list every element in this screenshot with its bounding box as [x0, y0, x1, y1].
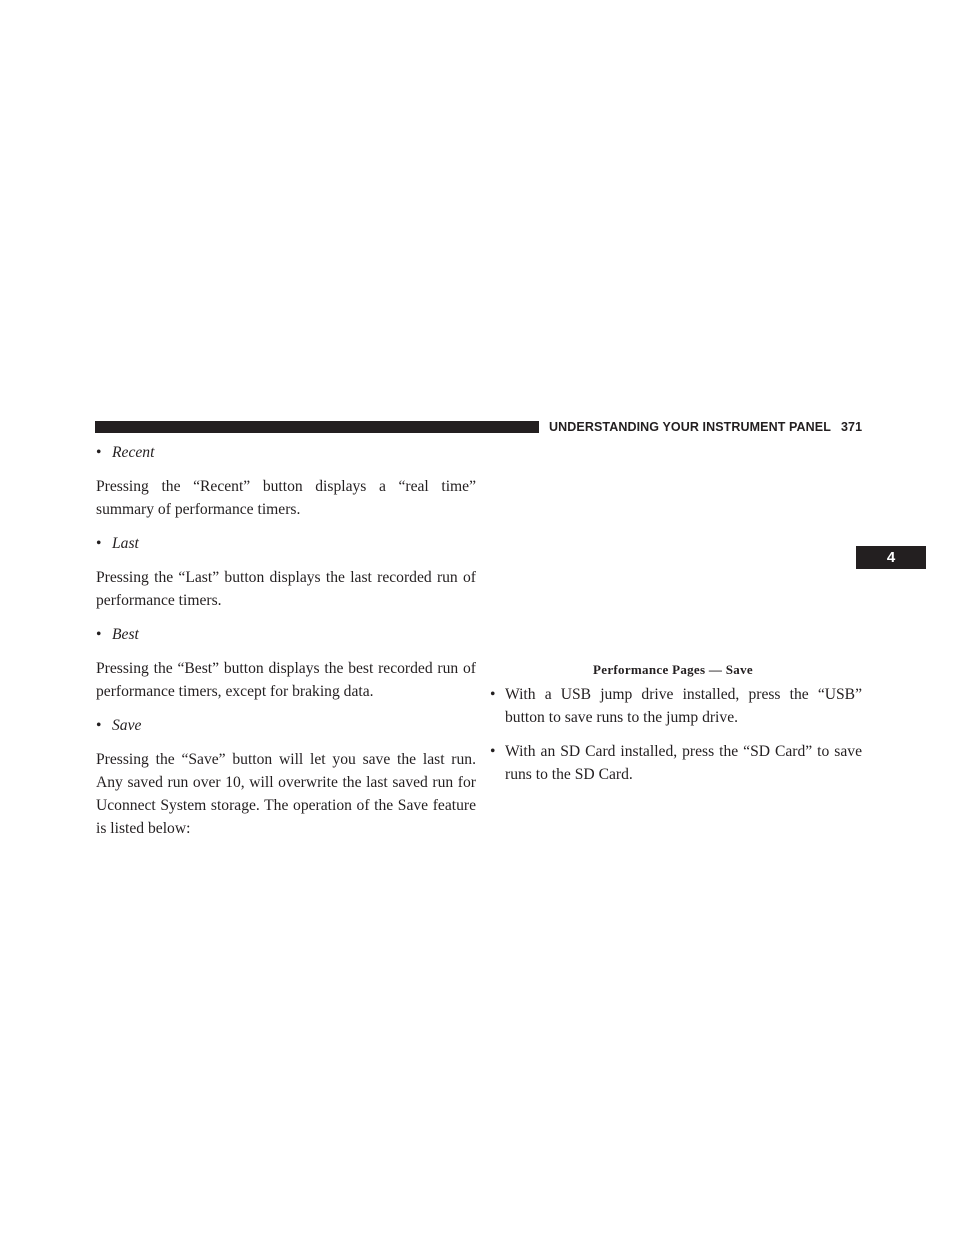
bullet-text-usb: With a USB jump drive installed, press the “USB” button to save runs to the jump drive. [505, 686, 862, 726]
bullet-icon [490, 740, 505, 786]
header-rule [95, 421, 539, 433]
term-best: Best [112, 626, 139, 643]
bullet-text-sd-card: With an SD Card installed, press the “SD Card” to save runs to the SD Card. [505, 743, 862, 783]
bullet-best [96, 623, 476, 646]
term-recent: Recent [112, 444, 155, 461]
bullet-icon [96, 714, 112, 737]
header-title: UNDERSTANDING YOUR INSTRUMENT PANEL [549, 420, 831, 434]
right-column [490, 660, 862, 797]
term-save: Save [112, 717, 142, 734]
left-column [96, 441, 476, 851]
term-last: Last [112, 535, 139, 552]
figure-caption: Performance Pages — Save [593, 662, 753, 677]
bullet-icon [96, 623, 112, 646]
running-header [549, 420, 862, 434]
paragraph-last: Pressing the “Last” button displays the last recorded run of performance timers. [96, 569, 476, 609]
page-number: 371 [840, 420, 863, 434]
paragraph-save: Pressing the “Save” button will let you save the last run. Any saved run over 10, will overwrite the last saved run for Uconnect System storage. The operation of the Save feature is listed below: [96, 751, 476, 837]
bullet-last [96, 532, 476, 555]
bullet-sd-card [490, 740, 862, 786]
bullet-save [96, 714, 476, 737]
bullet-icon [96, 441, 112, 464]
bullet-icon [96, 532, 112, 555]
bullet-icon [490, 683, 505, 729]
paragraph-recent: Pressing the “Recent” button displays a “real time” summary of performance timers. [96, 478, 476, 518]
bullet-usb [490, 683, 862, 729]
bullet-recent [96, 441, 476, 464]
paragraph-best: Pressing the “Best” button displays the best recorded run of performance timers, except for braking data. [96, 660, 476, 700]
chapter-tab: 4 [856, 546, 926, 569]
